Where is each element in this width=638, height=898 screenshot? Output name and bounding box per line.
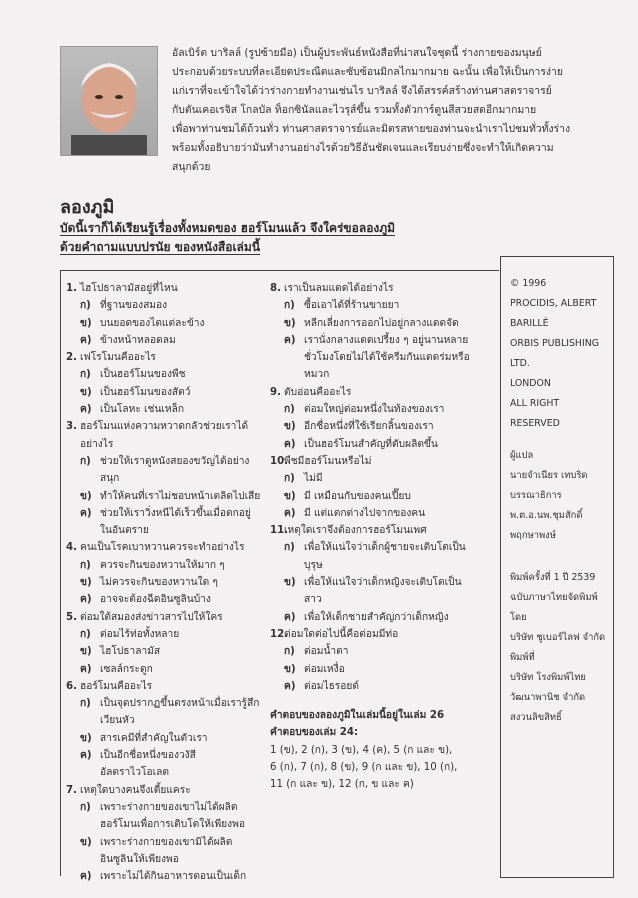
answer-option: [66, 453, 262, 488]
option-text: ช่วยให้เราวิ่งหนีได้เร็วขึ้นเมื่อตกอยู่ในอันตราย: [100, 507, 251, 537]
answer-option: [270, 488, 470, 505]
option-letter: ก): [284, 300, 295, 312]
option-letter: ค): [80, 594, 92, 606]
question-9: [270, 384, 470, 401]
subtitle-line-2: ด้วยคำถามแบบปรนัย ของหนังสือเล่มนี้: [60, 240, 261, 254]
copyright-year: © 1996: [510, 278, 547, 289]
option-text: ต่อมเหงื่อ: [304, 663, 345, 675]
editor-name: พ.ต.อ.นพ.ชุมสักดิ์ พฤกษาพงษ์: [510, 510, 583, 541]
printed-at-label: พิมพ์ที่: [510, 652, 535, 663]
question-6: [66, 678, 262, 695]
answer-option: [66, 730, 262, 747]
option-letter: ข): [80, 386, 92, 398]
option-text: ข้างหน้าหลอดลม: [100, 334, 176, 346]
answer-option: [270, 505, 470, 522]
option-letter: ข): [80, 732, 92, 744]
section-subtitle: [60, 219, 500, 257]
answer-option: [270, 643, 470, 660]
option-letter: ก): [284, 542, 295, 554]
answer-option: [66, 574, 262, 591]
option-letter: ค): [80, 663, 92, 675]
answer-option: [66, 661, 262, 678]
question-2: [66, 349, 262, 366]
question-text: คนเป็นโรคเบาหวานควรจะทำอย่างไร: [80, 542, 245, 554]
option-text: หลีกเลี่ยงการออกไปอยู่กลางแดดจัด: [304, 317, 459, 329]
question-5: [66, 609, 262, 626]
option-text: เพื่อให้เด็กชายสำคัญกว่าเด็กหญิง: [304, 611, 449, 623]
answer-option: [66, 834, 262, 869]
question-text: ฮอร์โมนคืออะไร: [80, 680, 153, 692]
answer-option: [66, 401, 262, 418]
publication-info: [510, 274, 610, 728]
translator-label: ผู้แปล: [510, 450, 534, 461]
option-letter: ข): [80, 646, 92, 658]
question-number: 5.: [66, 611, 77, 623]
option-letter: ข): [80, 490, 92, 502]
option-letter: ข): [80, 836, 92, 848]
answer-option: [66, 695, 262, 730]
option-letter: ก): [80, 801, 91, 813]
question-number: 7.: [66, 784, 77, 796]
option-letter: ข): [80, 317, 92, 329]
portrait-illustration: [61, 47, 157, 155]
option-letter: ค): [80, 507, 92, 519]
answer-option: [66, 747, 262, 782]
answer-option: [270, 401, 470, 418]
option-text: เป็นอีกชื่อหนึ่งของวงัสีอัลตราไวโอเลต: [100, 750, 196, 779]
publisher-city: LONDON: [510, 378, 551, 389]
option-text: ควรจะกินของหวานให้มาก ๆ: [100, 559, 225, 571]
translator-name: นายจำเนียร เทบริด: [510, 470, 588, 481]
question-text: ฮอร์โมนแห่งความหวาดกลัวช่วยเราได้อย่างไร: [80, 421, 249, 450]
printer-name: บริษัท โรงพิมพ์ไทยวัฒนาพานิช จำกัด: [510, 672, 586, 703]
question-7: [66, 782, 262, 799]
answer-option: [270, 609, 470, 626]
intro-line: พร้อมทั้งอธิบายว่ามันทำงานอย่างไรด้วยวิธีอันชัดเจนและเรียบง่ายซึ่งจะทำให้เกิดความ: [172, 142, 554, 154]
option-letter: ข): [284, 317, 296, 329]
answer-option: [270, 678, 470, 695]
questions-left-column: [66, 280, 262, 885]
answer-option: [270, 297, 470, 314]
question-text: ไฮโปธาลามัสอยู่ที่ไหน: [80, 283, 178, 294]
question-number: 4.: [66, 542, 77, 554]
answer-option: [66, 366, 262, 383]
intro-line: ประกอบด้วยระบบที่ละเอียดประณีตและซับซ้อนมิกลไกมากมาย ฉะนั้น เพื่อให้เป็นการง่าย: [172, 66, 563, 78]
question-10: [270, 453, 470, 470]
option-text: เป็นโลหะ เช่นเหล็ก: [100, 404, 185, 416]
option-letter: ค): [284, 507, 296, 519]
intro-paragraph: [172, 44, 612, 177]
answer-option: [66, 315, 262, 332]
intro-line: เพื่อพาท่านชมได้ถ้วนทั่ว ท่านศาสตราจารย์และมิตรสหายของท่านจะนำเราไปชมทั่วทั้งร่าง: [172, 123, 571, 135]
answer-option: [66, 332, 262, 349]
option-letter: ก): [80, 628, 91, 640]
option-letter: ก): [284, 473, 295, 485]
option-text: ต่อมไร้ท่อทั้งหลาย: [100, 628, 180, 640]
option-text: ไฮโปธาลามัส: [100, 646, 161, 658]
answers-heading-1: คำตอบของลองภูมิในเล่มนี้อยู่ในเล่ม 26: [270, 710, 445, 722]
option-text: เพราะไม่ได้กินอาหารตอนเป็นเด็ก: [100, 871, 247, 883]
publisher-line: ORBIS PUBLISHING LTD.: [510, 338, 599, 369]
thai-edition-label: ฉบับภาษาไทยจัดพิมพ์โดย: [510, 592, 598, 623]
option-text: ต่อมน้ำตา: [304, 646, 349, 658]
question-12: [270, 626, 470, 643]
option-text: บนยอดของไตแต่ละข้าง: [100, 317, 205, 329]
option-letter: ก): [284, 646, 295, 658]
answers-block: [270, 707, 470, 793]
option-text: ไม่ควรจะกินของหวานใด ๆ: [100, 577, 218, 589]
section-title: ลองภูมิ: [60, 197, 115, 218]
intro-line: แก่เราที่จะเข้าใจได้ว่าร่างกายทำงานเช่นไร บาริลล์ จึงได้สรรค์สร้างท่านศาสตราจารย์: [172, 85, 552, 97]
question-8: [270, 280, 470, 297]
answer-option: [270, 539, 470, 574]
question-number: 6.: [66, 680, 77, 692]
option-letter: ค): [284, 334, 296, 346]
option-text: เป็นฮอร์โมนสำคัญที่ตับผลิตขึ้น: [304, 438, 438, 450]
option-text: เป็นฮอร์โมนของพืช: [100, 369, 186, 381]
option-letter: ค): [80, 871, 92, 883]
answer-option: [66, 557, 262, 574]
option-letter: ก): [80, 369, 91, 381]
company-name: บริษัท ชูเบอร์ไลฟ จำกัด: [510, 632, 606, 643]
author-portrait: [60, 46, 158, 156]
option-letter: ก): [284, 404, 295, 416]
answer-option: [66, 591, 262, 608]
print-edition: พิมพ์ครั้งที่ 1 ปี 2539: [510, 572, 596, 583]
answer-option: [66, 643, 262, 660]
question-text: เฟโรโมนคืออะไร: [80, 352, 156, 364]
question-number: 8.: [270, 283, 281, 294]
answer-option: [270, 470, 470, 487]
answer-option: [270, 661, 470, 678]
answer-option: [66, 297, 262, 314]
option-text: ทำให้คนที่เราไม่ชอบหน้าเตลิดไปเสีย: [100, 490, 261, 502]
intro-line: กับตันเคอเรจิส โกลบัล ท็อกซินัลและไวรุส์ขึ้น รวมทั้งตัวการ์ตูนสีสวยสดอีกมากมาย: [172, 104, 537, 116]
question-number: 3.: [66, 421, 77, 433]
option-letter: ก): [80, 698, 91, 710]
option-text: อาจจะต้องฉีดอินซูลินบ้าง: [100, 594, 211, 606]
question-text: เหตุใดเราจึงต้องการฮอร์โมนเพศ: [284, 525, 427, 537]
rights-text: ALL RIGHT RESERVED: [510, 398, 560, 429]
option-text: มี แต่แตกต่างไปจากของคน: [304, 507, 426, 519]
option-text: ต่อมใหญ่ต่อมหนึ่งในท้องของเรา: [304, 404, 445, 416]
option-letter: ค): [80, 404, 92, 416]
answers-line: 6 (ก), 7 (ก), 8 (ข), 9 (ก และ ข), 10 (ก),: [270, 762, 458, 774]
rights-thai: สงวนลิขสิทธิ์: [510, 712, 562, 723]
question-text: ต่อมใดต่อไปนี้คือต่อมมีท่อ: [284, 628, 399, 640]
option-text: ต่อมไธรอยด์: [304, 680, 359, 692]
subtitle-line-1: บัดนี้เราก็ได้เรียนรู้เรื่องทั้งหมดของ ฮอร์โมนแล้ว จึงใคร่ขอลองภูมิ: [60, 221, 396, 235]
option-text: สารเคมีที่สำคัญในตัวเรา: [100, 732, 208, 744]
answers-line: 11 (ก และ ข), 12 (ก, ข และ ค): [270, 779, 414, 791]
option-text: อีกชื่อหนึ่งที่ใช้เรียกลิ้นของเรา: [304, 421, 434, 433]
question-3: [66, 418, 262, 453]
option-letter: ค): [80, 750, 92, 762]
option-letter: ข): [80, 577, 92, 589]
answer-option: [66, 488, 262, 505]
question-text: เหตุใดบางคนจึงเตี้ยแคระ: [80, 784, 191, 796]
option-letter: ค): [284, 438, 296, 450]
option-text: เป็นฮอร์โมนของสัตว์: [100, 386, 191, 398]
questions-right-column: [270, 280, 470, 794]
question-text: พืชมีฮอร์โมนหรือไม่: [284, 455, 372, 467]
answer-option: [270, 315, 470, 332]
question-number: 1.: [66, 283, 77, 294]
editor-label: บรรณาธิการ: [510, 490, 562, 501]
option-letter: ก): [80, 300, 91, 312]
question-1: [66, 280, 262, 297]
publisher-line: PROCIDIS, ALBERT BARILLÉ: [510, 298, 597, 329]
option-text: ซื้อเอาได้ที่ร้านขายยา: [304, 300, 400, 312]
question-4: [66, 539, 262, 556]
option-text: เซลล์กระดูก: [100, 663, 153, 675]
option-letter: ก): [80, 455, 91, 467]
question-text: ตับอ่อนคืออะไร: [284, 386, 352, 398]
option-letter: ก): [80, 559, 91, 571]
option-letter: ข): [284, 490, 296, 502]
option-letter: ค): [284, 680, 296, 692]
question-11: [270, 522, 470, 539]
option-letter: ข): [284, 421, 296, 433]
answer-option: [66, 384, 262, 401]
option-text: เป็นจุดปรากฏขึ้นตรงหน้าเมื่อเรารู้สึกเวียนหัว: [100, 698, 260, 727]
option-text: เพราะร่างกายของเขาไม่ได้ผลิตฮอร์โมนเพื่อการเติบโตให้เพียงพอ: [100, 801, 245, 831]
answers-heading-2: คำตอบของเล่ม 24:: [270, 727, 359, 739]
answer-option: [66, 868, 262, 885]
question-number: 12.: [270, 628, 289, 640]
intro-line: อัลเบิร์ต บาริลล์ (รูปซ้ายมือ) เป็นผู้ประพันธ์หนังสือที่น่าสนใจชุดนี้ ร่างกายของมนุษย์: [172, 47, 542, 59]
option-text: เพราะร่างกายของเขามิได้ผลิตอินซูลินให้เพียงพอ: [100, 836, 233, 865]
option-text: มี เหมือนกับของคนเปี๊ยบ: [304, 490, 411, 502]
option-text: ที่ฐานของสมอง: [100, 300, 168, 312]
question-text: ต่อมใต้สมองส่งข่าวสารไปให้ใคร: [80, 611, 223, 623]
answer-option: [66, 626, 262, 643]
answer-option: [270, 332, 470, 384]
answer-option: [66, 505, 262, 540]
option-text: ไม่มี: [304, 473, 323, 485]
option-letter: ข): [284, 663, 296, 675]
answers-line: 1 (ข), 2 (ก), 3 (ข), 4 (ค), 5 (ก และ ข),: [270, 744, 453, 756]
question-number: 10.: [270, 455, 289, 467]
option-text: ช่วยให้เราดูหนังสยองขวัญได้อย่างสนุก: [100, 455, 250, 485]
answer-option: [66, 799, 262, 834]
answer-option: [270, 418, 470, 435]
question-number: 2.: [66, 352, 77, 364]
answer-option: [270, 436, 470, 453]
option-text: เพื่อให้แน่ใจว่าเด็กหญิงจะเติบโตเป็นสาว: [304, 577, 462, 606]
intro-line: สนุกด้วย: [172, 161, 211, 173]
option-letter: ข): [284, 577, 296, 589]
question-number: 9.: [270, 386, 281, 398]
answer-option: [270, 574, 470, 609]
question-number: 11.: [270, 525, 289, 537]
option-text: เรานั่งกลางแดดเปรี้ยง ๆ อยู่นานหลายชั่วโมงโดยไม่ได้ใช้ครีมกันแดดร่มหรือหมวก: [304, 334, 470, 381]
option-letter: ค): [284, 611, 296, 623]
question-text: เราเป็นลมแดดได้อย่างไร: [284, 283, 394, 294]
option-letter: ค): [80, 334, 92, 346]
option-text: เพื่อให้แน่ใจว่าเด็กผู้ชายจะเติบโตเป็นบุรุษ: [304, 542, 466, 571]
